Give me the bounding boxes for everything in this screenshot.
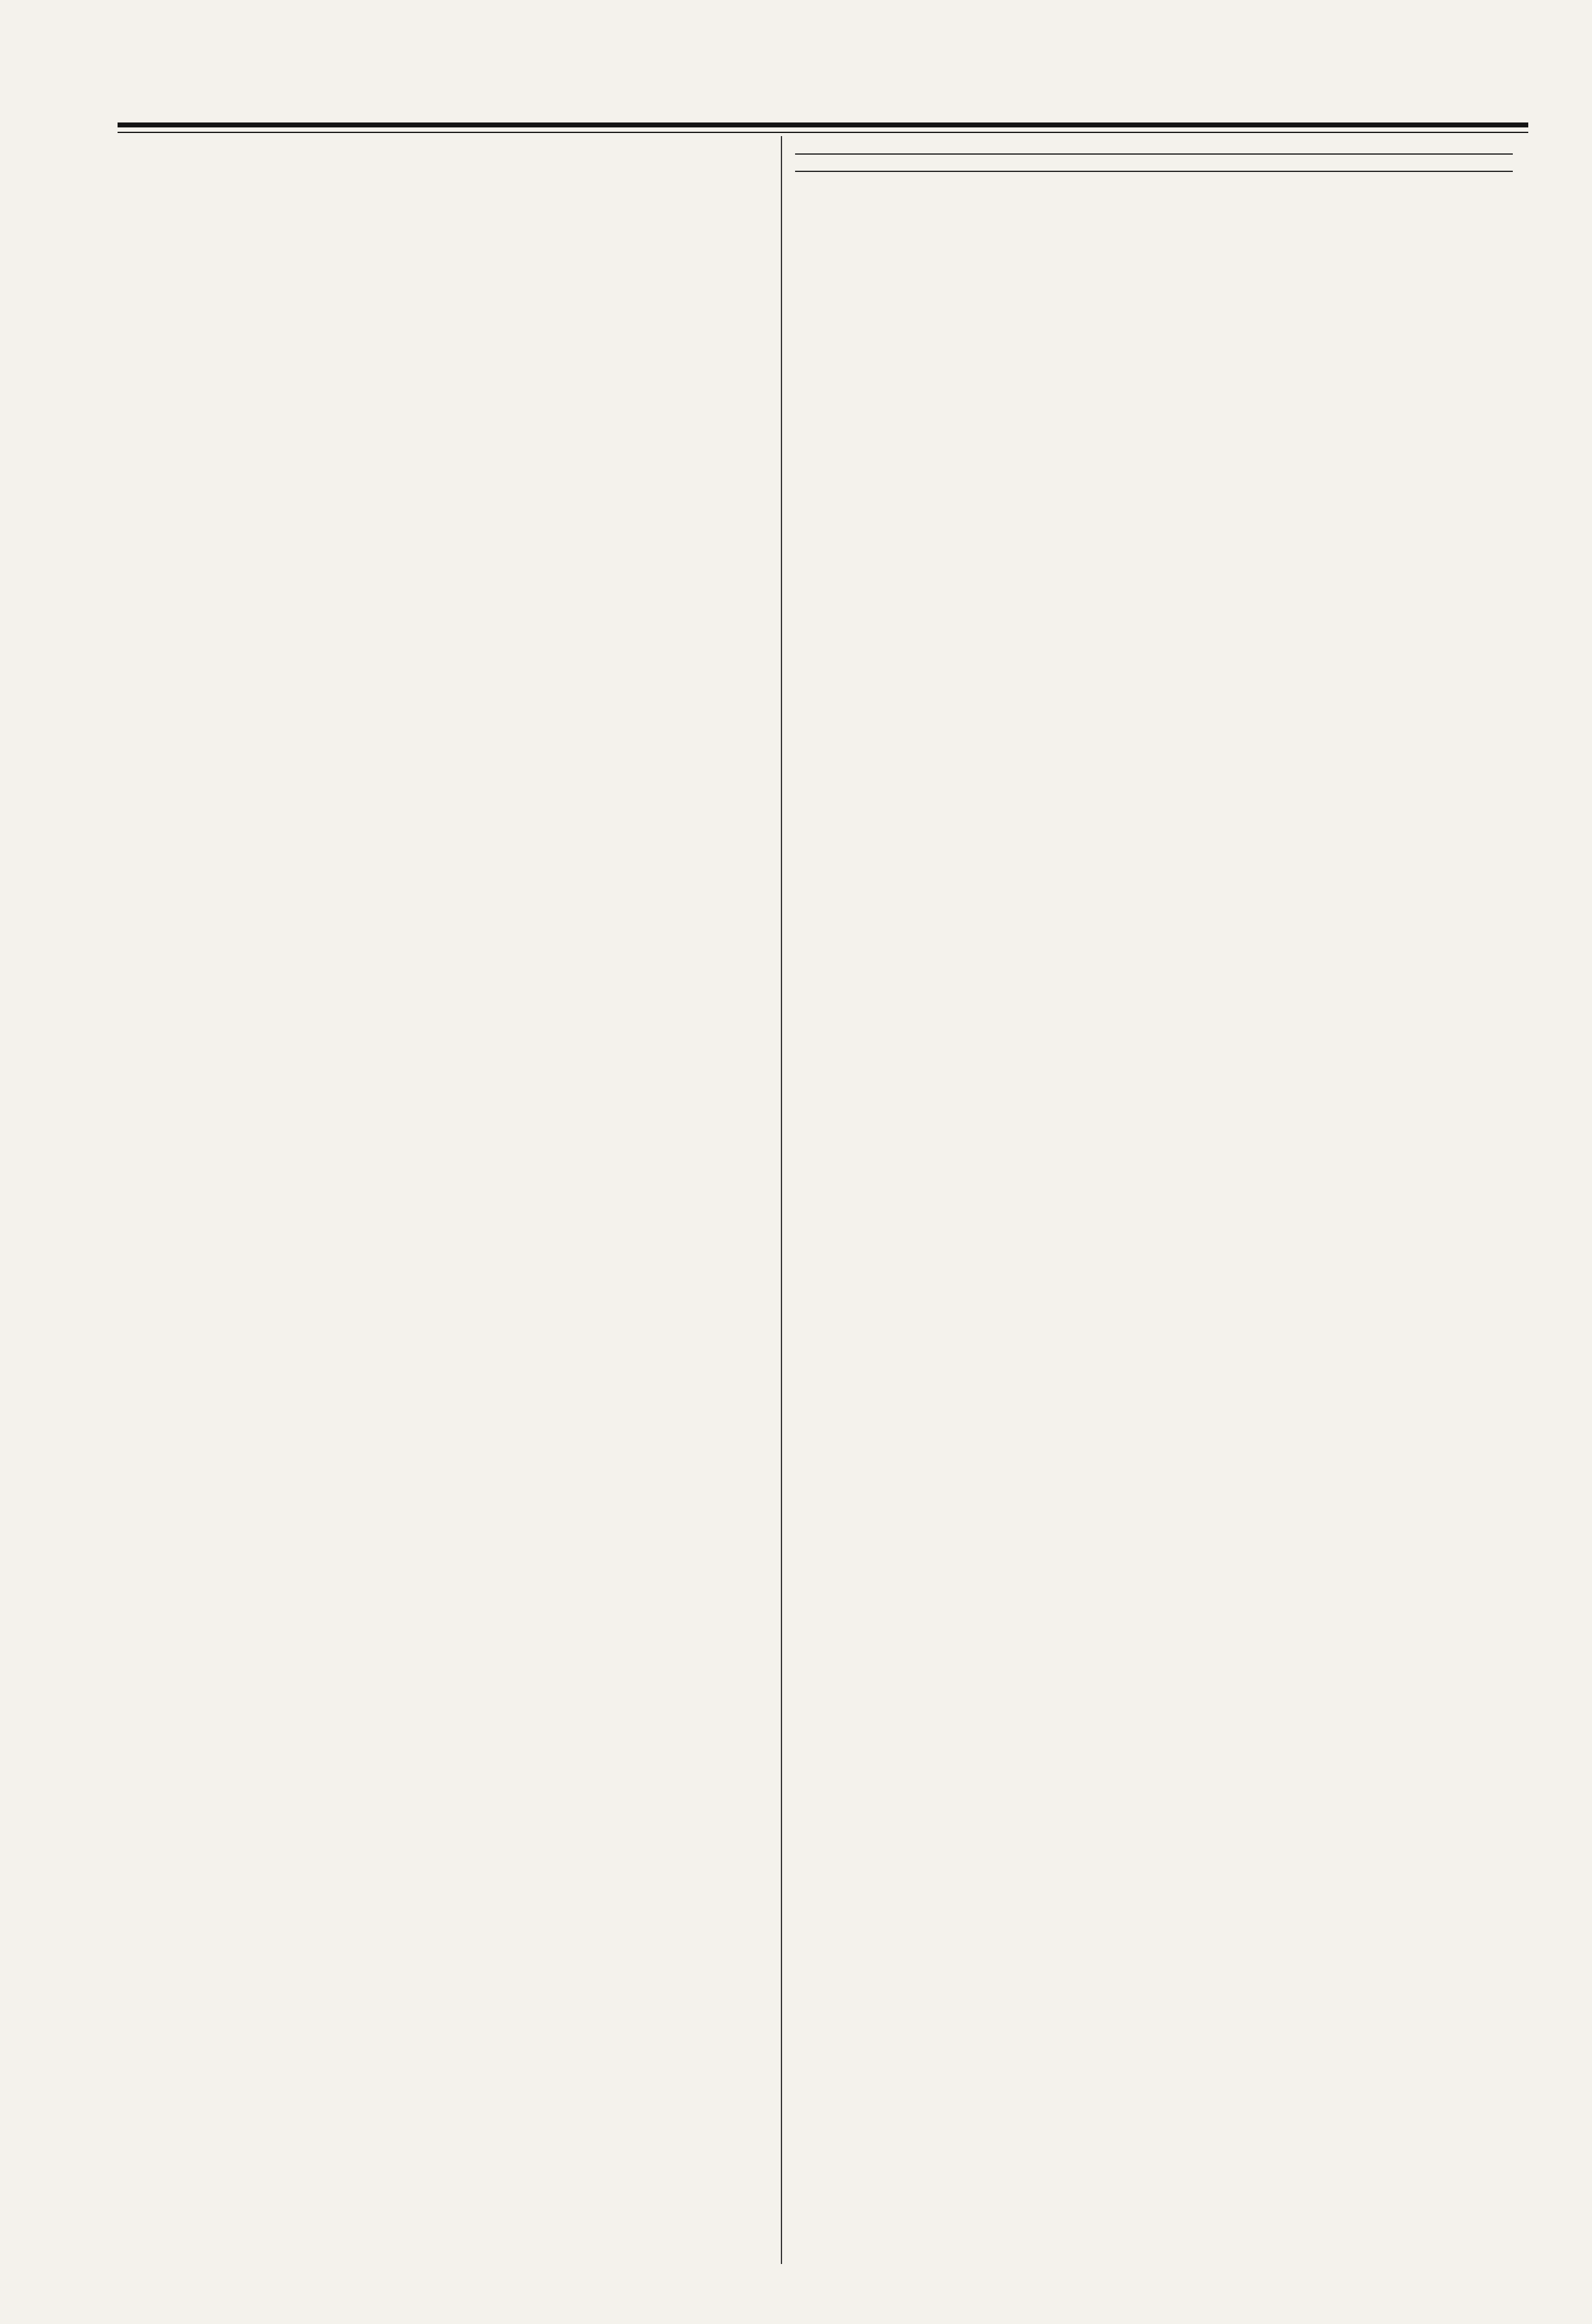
divider	[795, 171, 1513, 172]
left-column	[139, 142, 777, 177]
column-header-nature	[139, 155, 213, 169]
divider	[795, 153, 1513, 155]
column-header-par	[213, 155, 316, 169]
newspaper-page	[93, 56, 1516, 2283]
page-header	[93, 56, 1516, 118]
column-header-en-faveur	[316, 155, 442, 169]
column-headers	[139, 155, 777, 169]
header-rule-thin	[118, 132, 1528, 133]
column-divider	[781, 136, 782, 2264]
right-column	[795, 142, 1513, 176]
column-header-montant	[591, 155, 647, 169]
header-rule	[118, 122, 1528, 127]
column-header-lieu	[442, 155, 591, 169]
